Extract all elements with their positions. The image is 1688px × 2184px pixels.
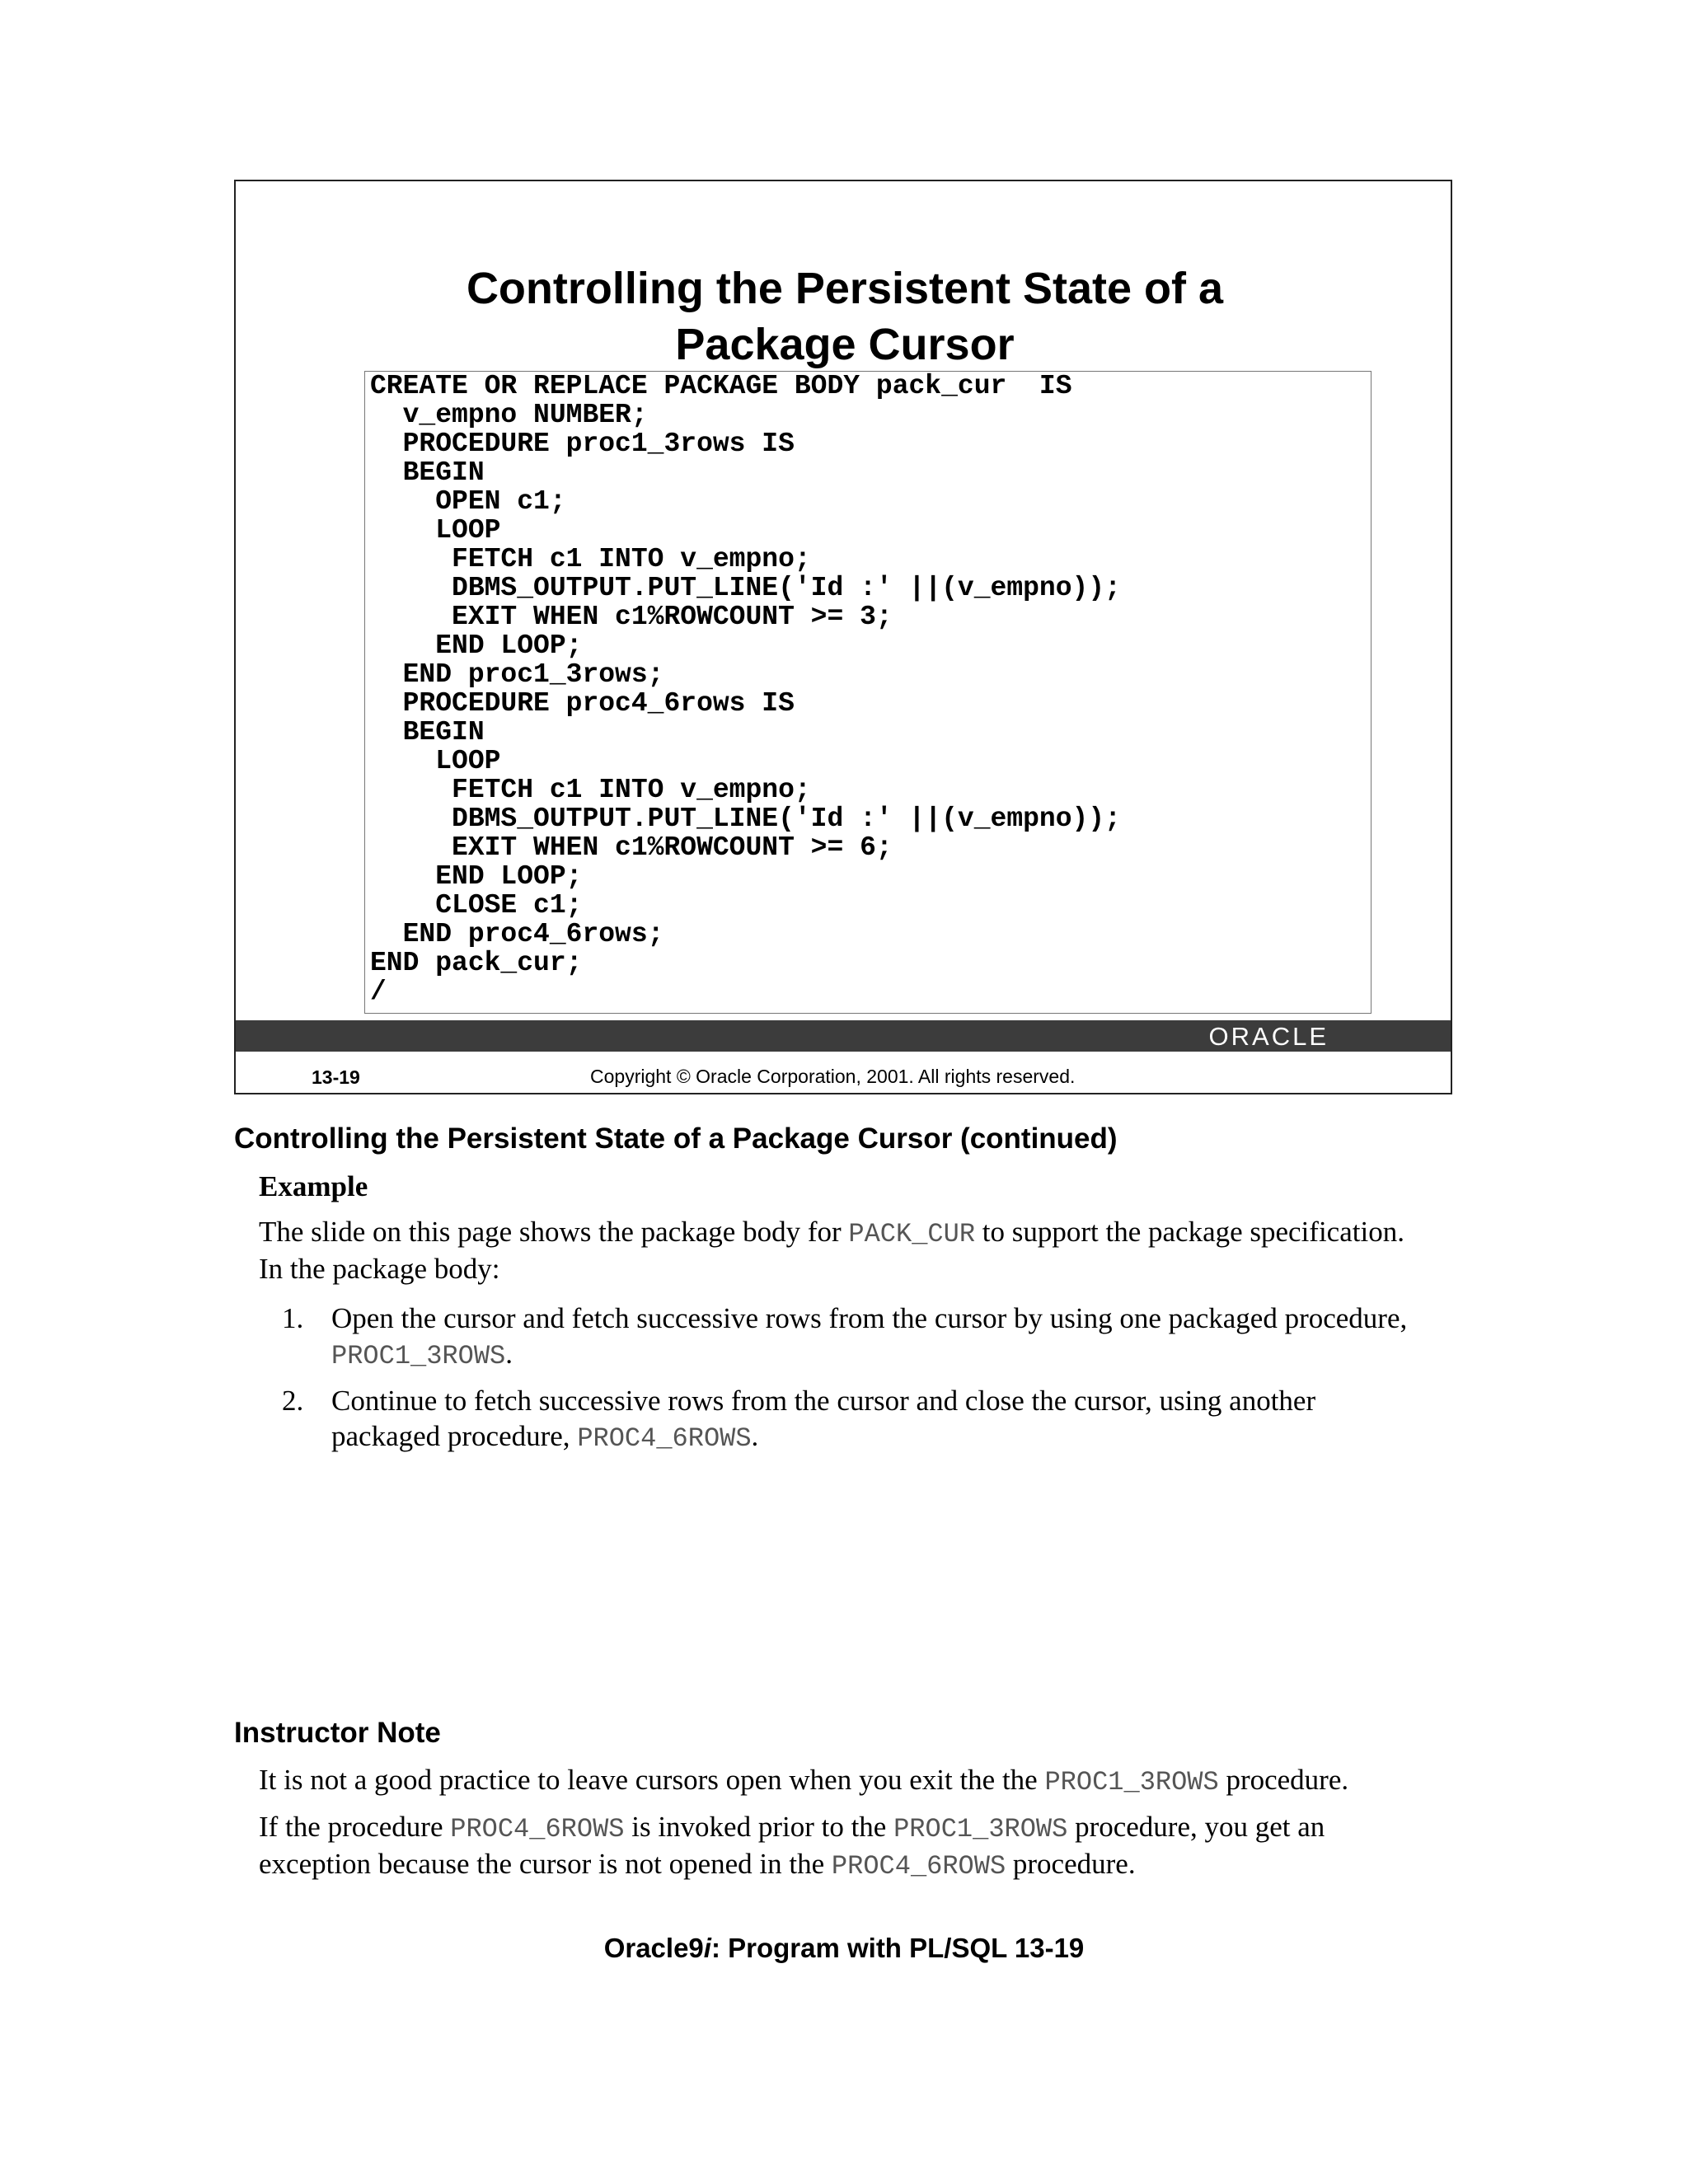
slide-title-line1: Controlling the Persistent State of a [466, 264, 1224, 313]
list-number: 1. [282, 1302, 304, 1334]
notes-heading: Controlling the Persistent State of a Package Cursor (continued) [234, 1122, 1118, 1155]
slide-title [236, 260, 1454, 373]
instructor-paragraph [259, 1811, 1325, 1844]
text-run: packaged procedure, [331, 1420, 578, 1452]
code-line: BEGIN [370, 457, 485, 488]
text-run: procedure. [1218, 1764, 1349, 1796]
code-line: FETCH c1 INTO v_empno; [370, 544, 811, 574]
code-line: END proc1_3rows; [370, 659, 664, 690]
code-line: END proc4_6rows; [370, 919, 664, 949]
page-footer [0, 1933, 1688, 1964]
code-line: PROCEDURE proc1_3rows IS [370, 429, 795, 459]
text-run: exception because the cursor is not opened in the [259, 1848, 832, 1880]
text-run: . [751, 1420, 759, 1452]
copyright-text: Copyright © Oracle Corporation, 2001. All rights reserved. [590, 1066, 1076, 1087]
text-run: : Program with PL/SQL 13-19 [710, 1933, 1085, 1963]
text-run: It is not a good practice to leave cursors open when you exit the the [259, 1764, 1045, 1796]
code-line: v_empno NUMBER; [370, 400, 648, 430]
slide-number: 13-19 [312, 1066, 360, 1088]
code-inline: PACK_CUR [848, 1219, 976, 1249]
slide-frame [234, 180, 1452, 1094]
text-run: procedure, you get an [1067, 1811, 1325, 1843]
code-line: PROCEDURE proc4_6rows IS [370, 688, 795, 719]
code-inline: PROC4_6ROWS [831, 1851, 1006, 1882]
code-line: / [370, 977, 387, 1007]
text-run: The slide on this page shows the package body for [259, 1216, 849, 1248]
list-number: 2. [282, 1385, 304, 1417]
example-label: Example [259, 1170, 368, 1202]
code-line: FETCH c1 INTO v_empno; [370, 775, 811, 805]
code-line: END LOOP; [370, 861, 583, 892]
code-line: DBMS_OUTPUT.PUT_LINE('Id :' ||(v_empno)); [370, 804, 1121, 834]
code-line: END pack_cur; [370, 948, 583, 978]
oracle-logo: ORACLE [1208, 1022, 1329, 1051]
list-item-text [331, 1338, 513, 1371]
instructor-note-heading: Instructor Note [234, 1717, 441, 1749]
text-run: procedure. [1006, 1848, 1136, 1880]
code-line: DBMS_OUTPUT.PUT_LINE('Id :' ||(v_empno)); [370, 573, 1121, 603]
text-run: If the procedure [259, 1811, 451, 1843]
list-item-text: Continue to fetch successive rows from the cursor and close the cursor, using another [331, 1385, 1316, 1417]
code-line: CLOSE c1; [370, 890, 583, 921]
text-run: to support the package specification. [975, 1216, 1404, 1248]
code-line: END LOOP; [370, 630, 583, 661]
code-inline: PROC1_3ROWS [1044, 1767, 1219, 1797]
code-line: LOOP [370, 746, 501, 776]
text-run: Oracle9 [603, 1933, 704, 1963]
instructor-paragraph-line2 [259, 1848, 1136, 1882]
code-line: BEGIN [370, 717, 485, 748]
notes-paragraph [259, 1216, 1404, 1249]
code-line: LOOP [370, 515, 501, 546]
oracle-brand-bar [236, 1020, 1451, 1052]
code-line: EXIT WHEN c1%ROWCOUNT >= 6; [370, 832, 893, 863]
text-run: is invoked prior to the [624, 1811, 894, 1843]
text-run: . [505, 1338, 513, 1370]
code-inline: PROC1_3ROWS [893, 1814, 1068, 1844]
code-line: OPEN c1; [370, 486, 566, 517]
slide-title-line2: Package Cursor [675, 320, 1015, 369]
code-inline: PROC1_3ROWS [331, 1341, 506, 1371]
code-line: EXIT WHEN c1%ROWCOUNT >= 3; [370, 602, 893, 632]
instructor-paragraph [259, 1764, 1348, 1797]
code-inline: PROC4_6ROWS [577, 1423, 752, 1454]
notes-paragraph-line2: In the package body: [259, 1253, 500, 1285]
code-inline: PROC4_6ROWS [450, 1814, 625, 1844]
code-listing [364, 371, 1372, 1014]
code-line: CREATE OR REPLACE PACKAGE BODY pack_cur IS [370, 371, 1072, 401]
list-item-text [331, 1420, 758, 1454]
text-run: i [703, 1933, 711, 1963]
list-item-text: Open the cursor and fetch successive rows from the cursor by using one packaged procedure, [331, 1302, 1408, 1334]
